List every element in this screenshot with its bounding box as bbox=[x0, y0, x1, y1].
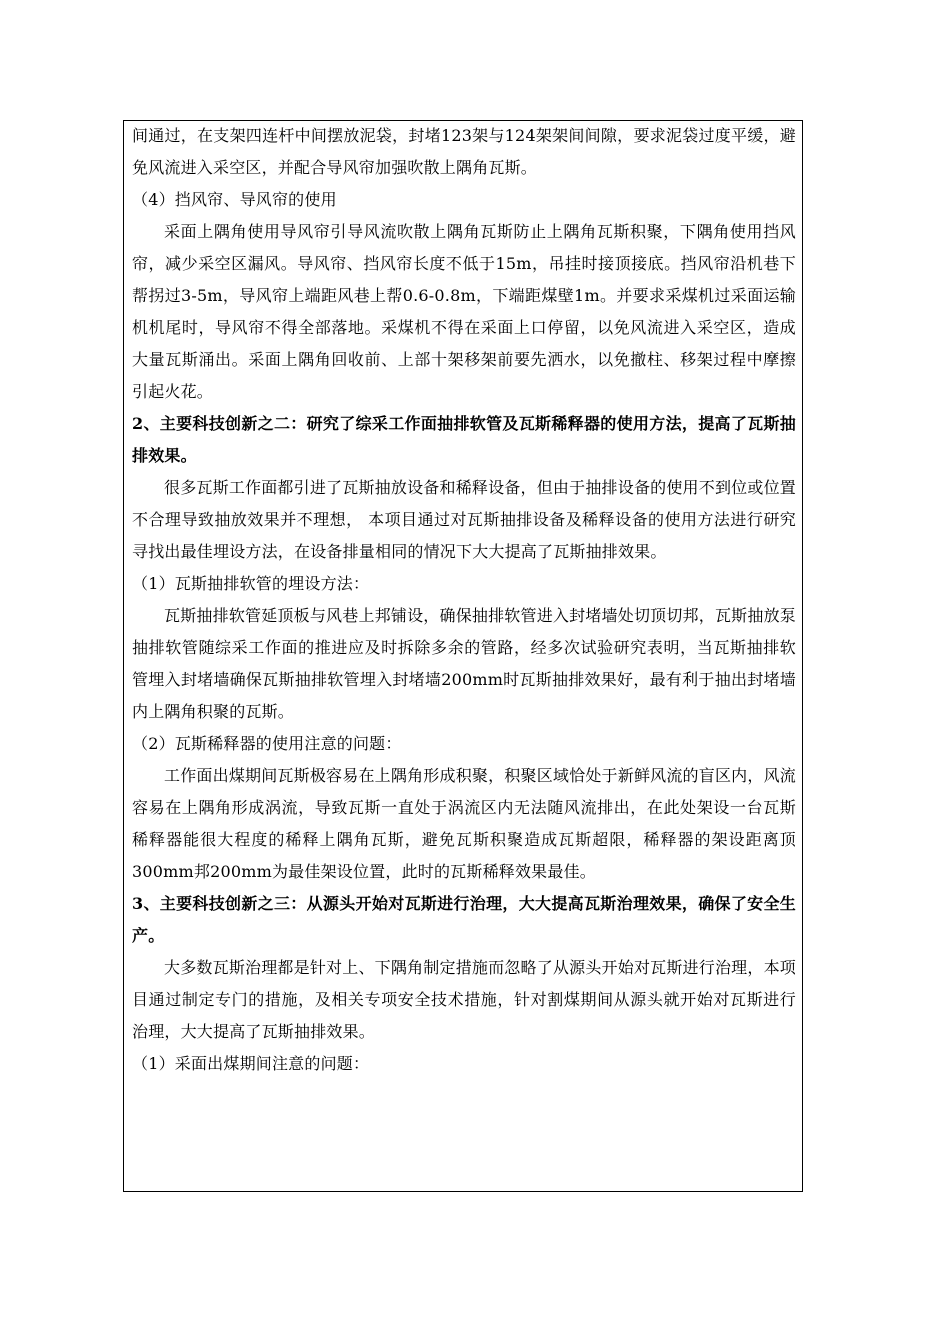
subheading-curtain-usage: （4）挡风帘、导风帘的使用 bbox=[132, 190, 337, 209]
paragraph-curtain-details: 采面上隅角使用导风帘引导风流吹散上隅角瓦斯防止上隅角瓦斯积聚，下隅角使用挡风帘，减少采空区漏风。导风帘、挡风帘长度不低于15m，吊挂时接顶接底。挡风帘沿机巷下帮拐过3-5m，导风帘上端距风巷上帮0.6-0.8m，下端距煤壁1m。并要求采煤机过采面运输机机尾时，导风帘不得全部落地。采煤机不得在采面上口停留，以免风流进入采空区，造成大量瓦斯涌出。采面上隅角回收前、上部十架移架前要先洒水，以免撤柱、移架过程中摩擦引起火花。 bbox=[132, 222, 796, 401]
heading-innovation-3: 3、主要科技创新之三：从源头开始对瓦斯进行治理，大大提高瓦斯治理效果，确保了安全生产。 bbox=[132, 894, 796, 945]
paragraph-innovation-2-intro: 很多瓦斯工作面都引进了瓦斯抽放设备和稀释设备，但由于抽排设备的使用不到位或位置不合理导致抽放效果并不理想， 本项目通过对瓦斯抽排设备及稀释设备的使用方法进行研究寻找出最佳埋设方法，在设备排量相同的情况下大大提高了瓦斯抽排效果。 bbox=[132, 478, 796, 561]
paragraph-hose-method: 瓦斯抽排软管延顶板与风巷上邦铺设，确保抽排软管进入封堵墙处切顶切邦，瓦斯抽放泵抽排软管随综采工作面的推进应及时拆除多余的管路，经多次试验研究表明，当瓦斯抽排软管埋入封堵墙确保瓦斯抽排软管埋入封堵墙200mm时瓦斯抽排效果好，最有利于抽出封堵墙内上隅角积聚的瓦斯。 bbox=[132, 606, 796, 721]
subheading-mining-period: （1）采面出煤期间注意的问题： bbox=[132, 1054, 370, 1073]
heading-innovation-2: 2、主要科技创新之二：研究了综采工作面抽排软管及瓦斯稀释器的使用方法，提高了瓦斯抽排效果。 bbox=[132, 414, 796, 465]
paragraph-diluter-notes: 工作面出煤期间瓦斯极容易在上隅角形成积聚，积聚区域恰处于新鲜风流的盲区内，风流容易在上隅角形成涡流，导致瓦斯一直处于涡流区内无法随风流排出，在此处架设一台瓦斯稀释器能很大程度的稀释上隅角瓦斯，避免瓦斯积聚造成瓦斯超限，稀释器的架设距离顶300mm邦200mm为最佳架设位置，此时的瓦斯稀释效果最佳。 bbox=[132, 766, 796, 881]
paragraph-innovation-3-intro: 大多数瓦斯治理都是针对上、下隅角制定措施而忽略了从源头开始对瓦斯进行治理，本项目通过制定专门的措施，及相关专项安全技术措施，针对割煤期间从源头就开始对瓦斯进行治理，大大提高了瓦斯抽排效果。 bbox=[132, 958, 796, 1041]
paragraph-continuation: 间通过，在支架四连杆中间摆放泥袋，封堵123架与124架架间间隙，要求泥袋过度平缓，避免风流进入采空区，并配合导风帘加强吹散上隅角瓦斯。 bbox=[132, 126, 796, 177]
document-body bbox=[132, 120, 796, 1080]
subheading-hose-method: （1）瓦斯抽排软管的埋设方法： bbox=[132, 574, 370, 593]
subheading-diluter-notes: （2）瓦斯稀释器的使用注意的问题： bbox=[132, 734, 402, 753]
